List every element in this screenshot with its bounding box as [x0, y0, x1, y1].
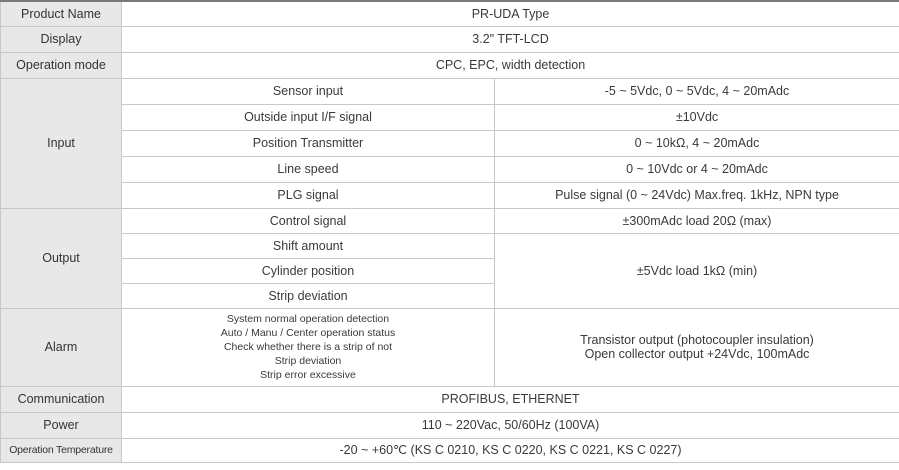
operation-mode-value: CPC, EPC, width detection [122, 52, 899, 78]
input-item-name: Outside input I/F signal [122, 104, 495, 130]
operation-temperature-label: Operation Temperature [1, 438, 122, 462]
row-input-sensor [1, 78, 899, 104]
row-operation-mode [1, 52, 899, 78]
output-item-name: Strip deviation [122, 283, 495, 308]
alarm-output [495, 308, 899, 386]
row-communication [1, 386, 899, 412]
input-item-value: -5 ~ 5Vdc, 0 ~ 5Vdc, 4 ~ 20mAdc [495, 78, 899, 104]
row-power [1, 412, 899, 438]
alarm-item: Strip error excessive [260, 369, 356, 381]
input-item-name: Line speed [122, 156, 495, 182]
row-input-plg [1, 182, 899, 208]
input-label: Input [1, 78, 122, 208]
row-display [1, 26, 899, 52]
alarm-item: Strip deviation [274, 355, 342, 367]
output-item-name: Control signal [122, 208, 495, 233]
alarm-items [122, 308, 495, 386]
communication-value: PROFIBUS, ETHERNET [122, 386, 899, 412]
power-label: Power [1, 412, 122, 438]
input-item-value: Pulse signal (0 ~ 24Vdc) Max.freq. 1kHz, NPN type [495, 182, 899, 208]
power-value: 110 ~ 220Vac, 50/60Hz (100VA) [122, 412, 899, 438]
output-label: Output [1, 208, 122, 308]
row-input-outside [1, 104, 899, 130]
alarm-item: Auto / Manu / Center operation status [220, 327, 396, 339]
row-operation-temperature [1, 438, 899, 462]
input-item-name: Position Transmitter [122, 130, 495, 156]
output-item-name: Shift amount [122, 233, 495, 258]
output-item-name: Cylinder position [122, 258, 495, 283]
alarm-item: Check whether there is a strip of not [223, 341, 393, 353]
row-product-name [1, 1, 899, 26]
input-item-value: 0 ~ 10Vdc or 4 ~ 20mAdc [495, 156, 899, 182]
output-shared-value: ±5Vdc load 1kΩ (min) [495, 233, 899, 308]
row-output-control [1, 208, 899, 233]
operation-temperature-value: -20 ~ +60℃ (KS C 0210, KS C 0220, KS C 0221, KS C 0227) [122, 438, 899, 462]
alarm-output-line: Transistor output (photocoupler insulation) [580, 333, 814, 347]
input-item-value: ±10Vdc [495, 104, 899, 130]
communication-label: Communication [1, 386, 122, 412]
output-control-value: ±300mAdc load 20Ω (max) [495, 208, 899, 233]
display-label: Display [1, 26, 122, 52]
row-output-shift [1, 233, 899, 258]
row-alarm [1, 308, 899, 386]
display-value: 3.2" TFT-LCD [122, 26, 899, 52]
input-item-name: Sensor input [122, 78, 495, 104]
row-input-line-speed [1, 156, 899, 182]
product-name-label: Product Name [1, 1, 122, 26]
alarm-item: System normal operation detection [226, 313, 390, 325]
product-name-value: PR-UDA Type [122, 1, 899, 26]
input-item-value: 0 ~ 10kΩ, 4 ~ 20mAdc [495, 130, 899, 156]
input-item-name: PLG signal [122, 182, 495, 208]
alarm-output-line: Open collector output +24Vdc, 100mAdc [584, 347, 810, 361]
row-input-position [1, 130, 899, 156]
operation-mode-label: Operation mode [1, 52, 122, 78]
alarm-label: Alarm [1, 308, 122, 386]
